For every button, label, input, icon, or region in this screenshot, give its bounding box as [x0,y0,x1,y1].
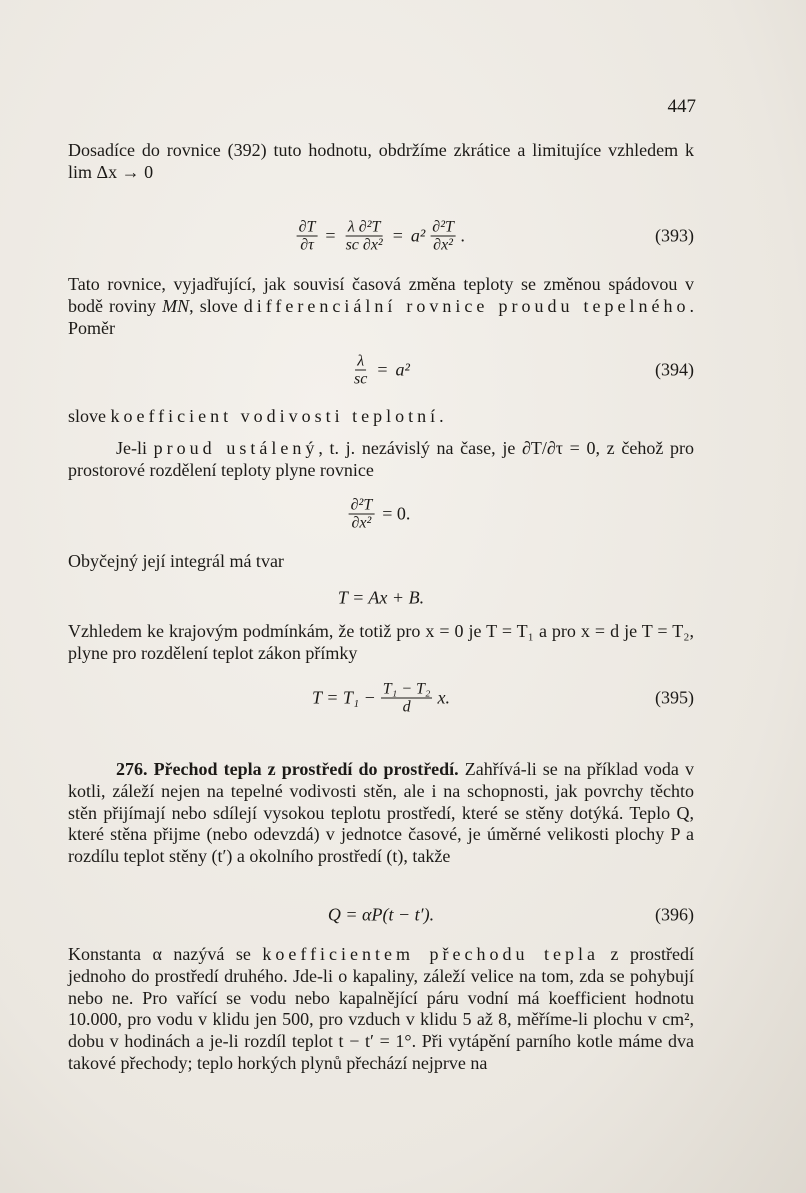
equation-number-396: (396) [655,904,694,925]
equation-number-395: (395) [655,687,694,708]
paragraph-6: Vzhledem ke krajovým podmínkám, že totiž pro x = 0 je T = T₁ a pro x = d je T = T₂, plyne pro rozdělení teplot zákon přímky [68,621,694,663]
paragraph-5: Obyčejný její integrál má tvar [68,551,284,571]
paragraph-7: 276. Přechod tepla z prostředí do prostředí. Zahřívá-li se na příklad voda v kotli, záleží nejen na tepelné vodivosti stěn, ale i na schopnosti, jak povrchy těchto stěn přijímají nebo sdílejí vysokou teplotu prostředí, které se stěny dotýká. Teplo Q, které stěna přijme (nebo odevzdá) v jednotce časové, je úměrné velikosti plochy P a rozdílu teplot stěny (t′) a okolního prostředí (t), takže [68,759,694,867]
equation-integral: T = Ax + B. [337,587,425,608]
equation-number-394: (394) [655,359,694,380]
page-number: 447 [667,96,696,117]
paragraph-2: Tato rovnice, vyjadřující, jak souvisí časová změna teploty se změnou spádovou v bodě roviny MN, slove differenciální rovnice proudu tepelného. Poměr [68,274,694,338]
equation-steady-state: $\frac{\text{∂²T}}{\text{∂x²}}$ = 0. [350,496,411,532]
paragraph-8: Konstanta α nazývá se koefficientem přechodu tepla z prostředí jednoho do prostředí druhého. Jde-li o kapaliny, záleží velice na tom, zda se pohybují nebo ne. Pro vařící se vodu nebo kapalnějící páru vodní má koefficient hodnotu 10.000, pro vodu v klidu jen 500, pro vzduch v klidu 5 až 8, měříme-li plochu v cm², dobu v hodinách a je-li rozdíl teplot t − t′ = 1°. Při vytápění parního kotle máme dva takové přechody; teplo horkých plynů přechází nejprve na [68,944,694,1073]
paragraph-4: Je-li proud ustálený, t. j. nezávislý na čase, je ∂T/∂τ = 0, z čehož pro prostorové rozdělení teploty plyne rovnice [68,438,694,480]
fraction-lambda-sc: $\frac{\lambda}{sc}$ [354,352,368,388]
equation-number-393: (393) [655,225,694,246]
fraction-dT-dtau: $\frac{\partial T}{\partial\tau}$ [298,218,316,254]
paragraph-1: Dosadíce do rovnice (392) tuto hodnotu, obdržíme zkrátice a limitujíce vzhledem k lim Δx → 0 [68,140,694,182]
fraction-T1-T2-over-d: $\frac{\text{T₁ − T₂}}{d}$ [382,680,431,716]
paragraph-3: slove koefficient vodivosti teplotní. [68,406,444,426]
equation-395: T = T₁ − $\frac{\text{T₁ − T₂}}{d}$ x. (395) [312,680,694,716]
equation-396: Q = αP(t − t′). (396) [327,904,694,925]
equation-394: $\frac{\lambda}{sc}$ = a² (394) [354,352,694,388]
fraction-d2T-dx2-zero: $\frac{\text{∂²T}}{\text{∂x²}}$ [350,496,373,532]
equation-393: $\frac{\partial T}{\partial\tau}$ = $\frac{\text{λ ∂²T}}{\text{sc ∂x²}}$ = a² ∂²T ∂x² . (393) [298,218,694,254]
section-heading: 276. Přechod tepla z prostředí do prostředí. [116,759,459,779]
fraction-d2T-dx2: ∂²T ∂x² [432,218,454,254]
fraction-lambda-over-sc: $\frac{\text{λ ∂²T}}{\text{sc ∂x²}}$ [345,218,383,254]
